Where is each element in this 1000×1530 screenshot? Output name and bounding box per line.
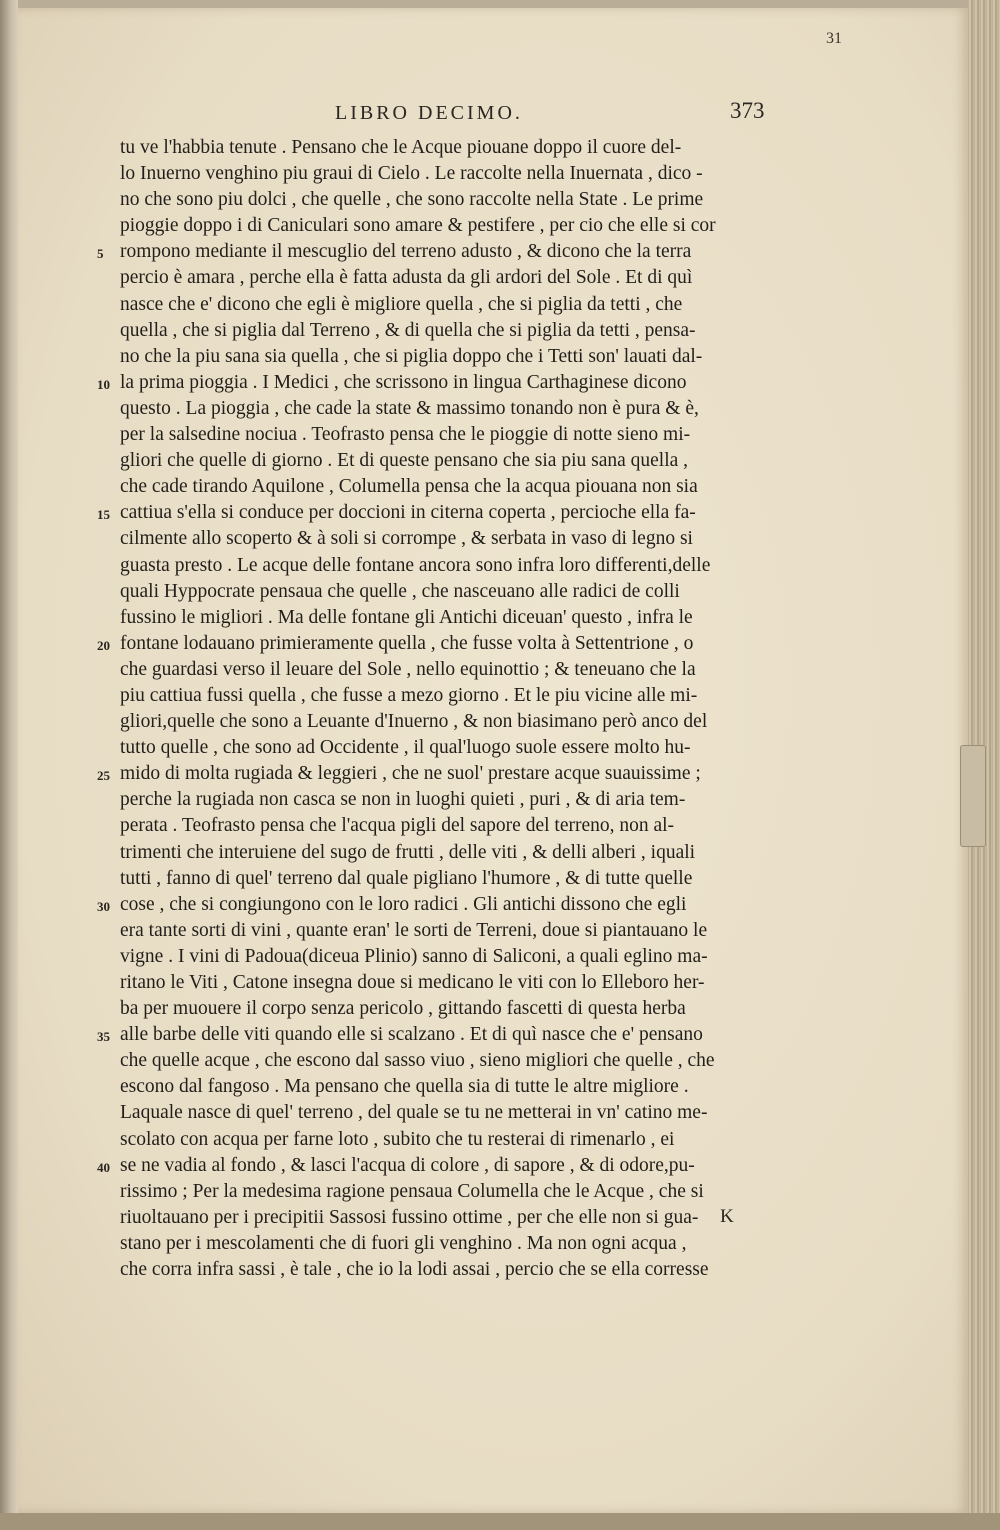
text-line: lo Inuerno venghino piu graui di Cielo . Le raccolte nella Inuernata , dico - <box>120 163 703 185</box>
text-line: gliori che quelle di giorno . Et di queste pensano che sia piu sana quella , <box>120 450 689 472</box>
book-gutter <box>0 0 18 1530</box>
text-line: perche la rugiada non casca se non in luoghi quieti , puri , & di aria tem- <box>120 789 686 811</box>
text-line: che guardasi verso il leuare del Sole , nello equinottio ; & teneuano che la <box>120 658 696 680</box>
text-line: nasce che e' dicono che egli è migliore quella , che si piglia da tetti , che <box>120 293 683 315</box>
text-line: fussino le migliori . Ma delle fontane gli Antichi diceuan' questo , infra le <box>120 606 693 628</box>
text-line: era tante sorti di vini , quante eran' le sorti de Terreni, doue si piantauano le <box>120 919 708 941</box>
margin-line-number: 35 <box>97 1029 110 1045</box>
text-line: perata . Teofrasto pensa che l'acqua pigli del sapore del terreno, non al- <box>120 815 675 837</box>
text-line: ritano le Viti , Catone insegna doue si medicano le viti con lo Elleboro her- <box>120 972 705 993</box>
text-line: per la salsedine nociua . Teofrasto pensa che le pioggie di notte sieno mi- <box>120 424 691 446</box>
text-line: fontane lodauano primieramente quella , che fusse volta à Settentrione , o <box>120 632 694 654</box>
margin-line-number: 20 <box>97 637 110 653</box>
text-line: mido di molta rugiada & leggieri , che ne suol' prestare acque suauissime ; <box>120 763 701 785</box>
running-head: LIBRO DECIMO. <box>335 102 523 124</box>
text-line: percio è amara , perche ella è fatta adusta da gli ardori del Sole . Et di quì <box>120 267 693 289</box>
text-line: rissimo ; Per la medesima ragione pensaua Columella che le Acque , che si <box>120 1180 704 1202</box>
text-line: ba per muouere il corpo senza pericolo , gittando fascetti di questa herba <box>120 998 686 1020</box>
text-line: che quelle acque , che escono dal sasso viuo , sieno migliori che quelle , che <box>120 1050 715 1072</box>
margin-line-number: 30 <box>97 898 110 914</box>
text-line: questo . La pioggia , che cade la state & massimo tonando non è pura & è, <box>120 397 699 419</box>
text-line: no che sono piu dolci , che quelle , che sono raccolte nella State . Le prime <box>120 189 704 211</box>
text-line: quali Hyppocrate pensaua che quelle , che nasceuano alle radici de colli <box>120 580 680 602</box>
page-number: 373 <box>730 98 765 123</box>
text-line: scolato con acqua per farne loto , subito che tu resterai di rimenarlo , ei <box>120 1128 675 1150</box>
text-line: guasta presto . Le acque delle fontane ancora sono infra loro differenti,delle <box>120 554 711 576</box>
corner-mark: 31 <box>826 30 842 47</box>
margin-line-number: 10 <box>97 376 110 392</box>
text-line: trimenti che interuiene del sugo de frutti , delle viti , & delli alberi , iquali <box>120 841 696 863</box>
margin-line-number: 5 <box>97 246 104 262</box>
text-line: tutti , fanno di quel' terreno dal quale pigliano l'humore , & di tutte quelle <box>120 867 693 889</box>
page-tab-marker <box>960 745 986 847</box>
text-line: riuoltauano per i precipitii Sassosi fussino ottime , per che elle non si gua- <box>120 1206 699 1228</box>
body-text <box>120 135 780 1283</box>
text-line: che corra infra sassi , è tale , che io la lodi assai , percio che se ella corresse <box>120 1259 709 1281</box>
margin-line-number: 40 <box>97 1159 110 1175</box>
text-line: no che la piu sana sia quella , che si piglia doppo che i Tetti son' lauati dal- <box>120 345 703 367</box>
text-line: stano per i mescolamenti che di fuori gli venghino . Ma non ogni acqua , <box>120 1232 687 1254</box>
signature-mark: K <box>720 1206 734 1227</box>
text-line: Laquale nasce di quel' terreno , del quale se tu ne metterai in vn' catino me- <box>120 1102 708 1124</box>
text-line: pioggie doppo i di Caniculari sono amare & pestifere , per cio che elle si cor <box>120 215 716 237</box>
text-line: quella , che si piglia dal Terreno , & di quella che si piglia da tetti , pensa- <box>120 319 696 341</box>
text-line: che cade tirando Aquilone , Columella pensa che la acqua piouana non sia <box>120 476 698 498</box>
text-line: escono dal fangoso . Ma pensano che quella sia di tutte le altre migliore . <box>120 1076 689 1098</box>
text-line: rompono mediante il mescuglio del terreno adusto , & dicono che la terra <box>120 241 692 263</box>
text-line: tu ve l'habbia tenute . Pensano che le Acque piouane doppo il cuore del- <box>120 137 682 158</box>
text-line: la prima pioggia . I Medici , che scrissono in lingua Carthaginese dicono <box>120 371 687 393</box>
margin-line-number: 15 <box>97 507 110 523</box>
text-line: se ne vadia al fondo , & lasci l'acqua di colore , di sapore , & di odore,pu- <box>120 1154 695 1176</box>
text-line: tutto quelle , che sono ad Occidente , il qual'luogo suole essere molto hu- <box>120 737 691 759</box>
text-line: vigne . I vini di Padoua(diceua Plinio) sanno di Saliconi, a quali eglino ma- <box>120 945 708 967</box>
text-line: alle barbe delle viti quando elle si scalzano . Et di quì nasce che e' pensano <box>120 1024 703 1046</box>
text-line: gliori,quelle che sono a Leuante d'Inuerno , & non biasimano però anco del <box>120 711 708 733</box>
text-line: piu cattiua fussi quella , che fusse a mezo giorno . Et le piu vicine alle mi- <box>120 684 698 706</box>
margin-line-number: 25 <box>97 768 110 784</box>
page-header <box>120 98 770 128</box>
bottom-edge <box>0 1513 1000 1530</box>
text-line: cattiua s'ella si conduce per doccioni in citerna coperta , percioche ella fa- <box>120 502 696 524</box>
text-line: cilmente allo scoperto & à soli si corrompe , & serbata in vaso di legno si <box>120 528 693 550</box>
text-line: cose , che si congiungono con le loro radici . Gli antichi dissono che egli <box>120 893 687 915</box>
